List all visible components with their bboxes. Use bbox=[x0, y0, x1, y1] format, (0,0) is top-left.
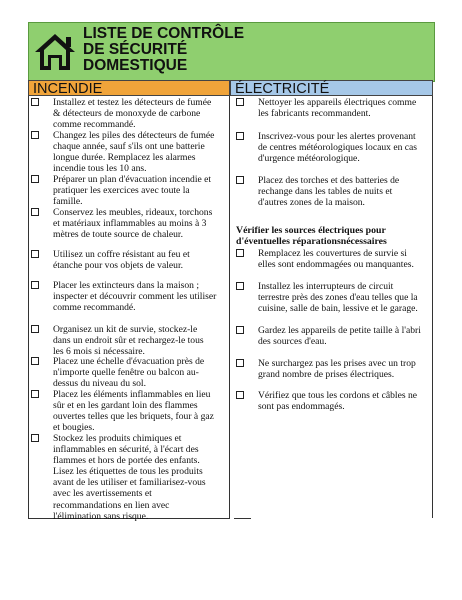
checkbox[interactable] bbox=[236, 249, 244, 257]
checklist-item-line: famille. bbox=[53, 196, 83, 208]
checklist-item-line: de centres météorologiques locaux en cas bbox=[258, 142, 418, 154]
checklist-item-line: Inscrivez-vous pour les alertes provenant bbox=[258, 131, 416, 142]
checklist-item-line: Vérifiez que tous les cordons et câbles ne bbox=[258, 390, 418, 401]
checkbox[interactable] bbox=[31, 131, 39, 139]
checklist-item-line: grand nombre de prises électriques. bbox=[258, 369, 395, 381]
checkbox[interactable] bbox=[236, 176, 244, 184]
checkbox[interactable] bbox=[31, 250, 39, 258]
checklist-item-line: Stockez les produits chimiques et bbox=[53, 433, 182, 444]
checklist-item-text bbox=[53, 207, 212, 240]
checklist-item-line: recommandations en lien avec bbox=[53, 499, 170, 511]
checklist-item-line: Gardez les appareils de petite taille à l'abri bbox=[258, 325, 421, 336]
checklist-item-line: étanche pour vos objets de valeur. bbox=[53, 260, 184, 272]
checklist-item-text bbox=[258, 97, 416, 119]
column-bottom-rule bbox=[234, 518, 251, 519]
checklist-item-line: avec les avertissements et bbox=[53, 488, 152, 500]
checklist-item-text bbox=[53, 324, 204, 357]
checklist-item-text bbox=[53, 174, 211, 207]
checkbox[interactable] bbox=[236, 98, 244, 106]
page-title bbox=[83, 26, 244, 74]
subheading-line: d'éventuelles réparationsnécessaires bbox=[236, 236, 387, 247]
checklist-item-text bbox=[53, 389, 214, 433]
electricite-heading: ÉLECTRICITÉ bbox=[230, 80, 433, 96]
incendie-heading: INCENDIE bbox=[28, 80, 230, 96]
checklist-item-line: Conservez les meubles, rideaux, torchons bbox=[53, 207, 213, 218]
checklist-item-line: et matériaux inflammables au moins à 3 bbox=[53, 218, 207, 230]
checklist-item-text bbox=[258, 281, 418, 314]
checkbox[interactable] bbox=[31, 325, 39, 333]
house-icon bbox=[33, 30, 77, 74]
checklist-item-text bbox=[53, 433, 206, 522]
checklist-item-line: n'importe quelle fenêtre ou balcon au- bbox=[53, 367, 199, 379]
checklist-item-line: sont pas endommagés. bbox=[258, 401, 345, 413]
checklist-item-line: chaque année, sauf s'ils ont une batterie bbox=[53, 141, 205, 153]
checklist-item-line: l'élimination sans risque. bbox=[53, 510, 149, 522]
checklist-item-text bbox=[258, 325, 421, 347]
checklist-item-text bbox=[258, 131, 417, 164]
checkbox[interactable] bbox=[31, 434, 39, 442]
checkbox[interactable] bbox=[236, 282, 244, 290]
checklist-item-text bbox=[53, 356, 204, 389]
checkbox[interactable] bbox=[236, 326, 244, 334]
checklist-item-line: dans un endroit sûr et rechargez-le tous bbox=[53, 335, 204, 347]
checklist-item-line: dessus du niveau du sol. bbox=[53, 378, 147, 390]
checkbox[interactable] bbox=[31, 281, 39, 289]
checklist-item-line: inspecter et découvrir comment les utiliser bbox=[53, 291, 217, 303]
electricite-subheading bbox=[236, 225, 387, 247]
checklist-item-line: avant de les utiliser et familiarisez-vous bbox=[53, 477, 206, 489]
checklist-item-text bbox=[53, 249, 190, 271]
checklist-item-line: des sources d'eau. bbox=[258, 336, 327, 348]
subheading-line: Vérifier les sources électriques pour bbox=[236, 225, 386, 236]
checklist-item-line: rechange dans les tables de nuits et bbox=[258, 186, 393, 198]
checkbox[interactable] bbox=[31, 98, 39, 106]
checkbox[interactable] bbox=[31, 390, 39, 398]
checklist-item-line: Nettoyer les appareils électriques comme bbox=[258, 97, 417, 108]
title-line: LISTE DE CONTRÔLE bbox=[83, 25, 245, 42]
checklist-item-text bbox=[53, 130, 214, 174]
checklist-item-line: inflammables en sécurité, à l'écart des bbox=[53, 444, 199, 456]
checklist-item-line: d'urgence météorologique. bbox=[258, 153, 360, 165]
checkbox[interactable] bbox=[31, 357, 39, 365]
checklist-item-line: ouvertes telles que les briquets, four à gaz bbox=[53, 411, 214, 423]
checklist-item-line: longue durée. Remplacez les alarmes bbox=[53, 152, 196, 164]
checklist-item-line: Placez les éléments inflammables en lieu bbox=[53, 389, 211, 400]
checklist-item-text bbox=[258, 390, 417, 412]
checklist-item-line: Ne surchargez pas les prises avec un trop bbox=[258, 358, 416, 369]
checklist-item-line: Placez une échelle d'évacuation près de bbox=[53, 356, 205, 367]
checklist-item-line: Placer les extincteurs dans la maison ; bbox=[53, 280, 199, 291]
checklist-item-line: & détecteurs de monoxyde de carbone bbox=[53, 108, 201, 120]
checklist-item-line: Utilisez un coffre résistant au feu et bbox=[53, 249, 190, 260]
checklist-item-line: flammes et hors de portée des enfants. bbox=[53, 455, 200, 467]
checklist-item-line: Installez et testez les détecteurs de fumée bbox=[53, 97, 212, 108]
title-line: DOMESTIQUE bbox=[83, 57, 188, 74]
checklist-item-text bbox=[258, 248, 414, 270]
checklist-item-text bbox=[258, 175, 399, 208]
checklist-item-line: Installez les interrupteurs de circuit bbox=[258, 281, 394, 292]
checklist-item-line: comme recommandé. bbox=[53, 302, 136, 314]
title-line: DE SÉCURITÉ bbox=[83, 41, 188, 58]
checklist-item-line: Organisez un kit de survie, stockez-le bbox=[53, 324, 198, 335]
page-header bbox=[28, 22, 435, 82]
checklist-item-line: les fabricants recommandent. bbox=[258, 108, 371, 120]
checklist-item-text bbox=[258, 358, 416, 380]
checklist-item-line: Placez des torches et des batteries de bbox=[258, 175, 400, 186]
checkbox[interactable] bbox=[31, 208, 39, 216]
checklist-item-line: et bougies. bbox=[53, 422, 95, 434]
checklist-item-line: d'autres zones de la maison. bbox=[258, 197, 365, 209]
checkbox[interactable] bbox=[236, 359, 244, 367]
checklist-item-line: sûr et en les gardant loin des flammes bbox=[53, 400, 198, 412]
checkbox[interactable] bbox=[236, 391, 244, 399]
checklist-item-line: comme recommandé. bbox=[53, 119, 136, 131]
checklist-item-line: Remplacez les couvertures de survie si bbox=[258, 248, 407, 259]
checkbox[interactable] bbox=[236, 132, 244, 140]
checklist-item-line: terrestre près des zones d'eau telles que la bbox=[258, 292, 418, 304]
checklist-item-line: pratiquer les exercices avec toute la bbox=[53, 185, 190, 197]
checklist-item-text bbox=[53, 280, 216, 313]
checklist-item-line: Lisez les étiquettes de tous les produits bbox=[53, 466, 203, 478]
checklist-item-line: Préparer un plan d'évacuation incendie et bbox=[53, 174, 212, 185]
checklist-item-line: Changez les piles des détecteurs de fumée bbox=[53, 130, 215, 141]
checklist-item-line: elles sont endommagées ou manquantes. bbox=[258, 259, 414, 271]
checklist-item-line: incendie tous les 10 ans. bbox=[53, 163, 147, 175]
checklist-item-line: cuisine, salle de bain, lessive et le garage. bbox=[258, 303, 418, 315]
checkbox[interactable] bbox=[31, 175, 39, 183]
checklist-item-text bbox=[53, 97, 211, 130]
checklist-item-line: mètres de toute source de chaleur. bbox=[53, 229, 183, 241]
checklist-item-line: les 6 mois si nécessaire. bbox=[53, 346, 145, 358]
